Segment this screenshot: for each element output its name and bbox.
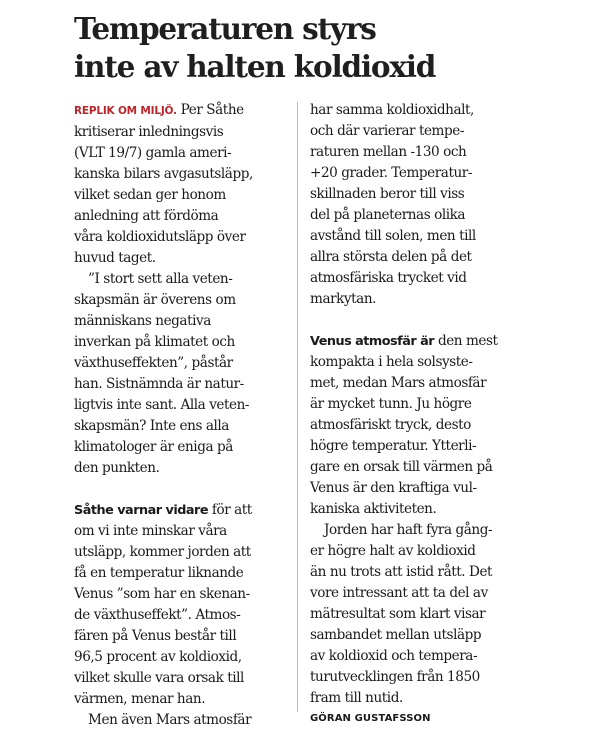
text-line: Venus atmosfär är den mest [310, 333, 498, 349]
text-line: än nu trots att istid rått. Det [310, 564, 493, 580]
text-line: (VLT 19/7) gamla ameri- [74, 145, 232, 161]
text-line: värmen, menar han. [74, 691, 206, 707]
text-line: inverkan på klimatet och [74, 334, 235, 350]
text-line: 96,5 procent av koldioxid, [74, 649, 242, 665]
text-line: anledning att fördöma [74, 208, 219, 224]
text-line: avstånd till solen, men till [310, 228, 476, 244]
text-line: gare en orsak till värmen på [310, 459, 493, 475]
text-line: kaniska aktiviteten. [310, 501, 437, 517]
text-line: Venus ”som har en skenan- [74, 586, 250, 602]
paragraph-gap [74, 479, 306, 500]
text-line: vilket sedan ger honom [74, 187, 226, 203]
text-line: mätresultat som klart visar [310, 606, 486, 622]
text-line: vore intressant att ta del av [310, 585, 488, 601]
text-line: Venus är den kraftiga vul- [310, 480, 477, 496]
text-line: högre temperatur. Ytterli- [310, 438, 477, 454]
headline [74, 10, 544, 86]
author-byline: GÖRAN GUSTAFSSON [310, 713, 431, 724]
text-line: er högre halt av koldioxid [310, 543, 476, 559]
text-line: skillnaden beror till viss [310, 186, 465, 202]
text-line: få en temperatur liknande [74, 565, 244, 581]
text-line: markytan. [310, 291, 377, 307]
text-line: atmosfäriskt tryck, desto [310, 417, 471, 433]
text-line: skapsmän? Inte ens alla [74, 418, 229, 434]
text-line: Men även Mars atmosfär [88, 712, 252, 728]
text-line: av koldioxid och tempera- [310, 648, 478, 664]
text-line: om vi inte minskar våra [74, 523, 227, 539]
text-line: han. Sistnämnda är natur- [74, 376, 244, 392]
text-line: atmosfäriska trycket vid [310, 270, 467, 286]
text-line: fram till nutid. [310, 690, 403, 706]
text-line: ”I stort sett alla veten- [88, 271, 233, 287]
text-line: kompakta i hela solsyste- [310, 354, 473, 370]
text-line: met, medan Mars atmosfär [310, 375, 487, 391]
paragraph-gap [310, 310, 542, 331]
text-line: växthuseffekten”, påstår [74, 355, 233, 371]
text-line: kritiserar inledningsvis [74, 124, 224, 140]
text-line: har samma koldioxidhalt, [310, 102, 474, 118]
text-line: vilket skulle vara orsak till [74, 670, 244, 686]
text-line: Jorden har haft fyra gång- [324, 522, 493, 538]
text-line: fären på Venus består till [74, 628, 237, 644]
text-line: utsläpp, kommer jorden att [74, 544, 251, 560]
text-line: klimatologer är eniga på [74, 439, 233, 455]
text-line: huvud taget. [74, 250, 156, 266]
text-line: är mycket tunn. Ju högre [310, 396, 472, 412]
section-kicker: REPLIK OM MILJÖ. [74, 105, 177, 117]
text-line: Såthe varnar vidare för att [74, 502, 252, 518]
text-line: människans negativa [74, 313, 211, 329]
text-line: ligtvis inte sant. Alla veten- [74, 397, 250, 413]
lead-in: Venus atmosfär är [310, 334, 435, 349]
text-line: och där varierar tempe- [310, 123, 464, 139]
text-line: skapsmän är överens om [74, 292, 236, 308]
text-line: turutvecklingen från 1850 [310, 669, 480, 685]
text-line: kanska bilars avgasutsläpp, [74, 166, 253, 182]
headline-line: Temperaturen styrs [74, 11, 376, 46]
text-line: de växthuseffekt”. Atmos- [74, 607, 241, 623]
article-column-left [74, 100, 306, 731]
text-line: den punkten. [74, 460, 160, 476]
text-line: raturen mellan -130 och [310, 144, 467, 160]
text-line: våra koldioxidutsläpp över [74, 229, 246, 245]
article-column-right [310, 100, 542, 727]
text-line: sambandet mellan utsläpp [310, 627, 482, 643]
headline-line: inte av halten koldioxid [74, 49, 436, 84]
lead-in: Såthe varnar vidare [74, 503, 209, 518]
text-line: del på planeternas olika [310, 207, 466, 223]
text-line: allra största delen på det [310, 249, 472, 265]
text-line: +20 grader. Temperatur- [310, 165, 472, 181]
text-line: REPLIK OM MILJÖ. Per Såthe [74, 102, 244, 118]
